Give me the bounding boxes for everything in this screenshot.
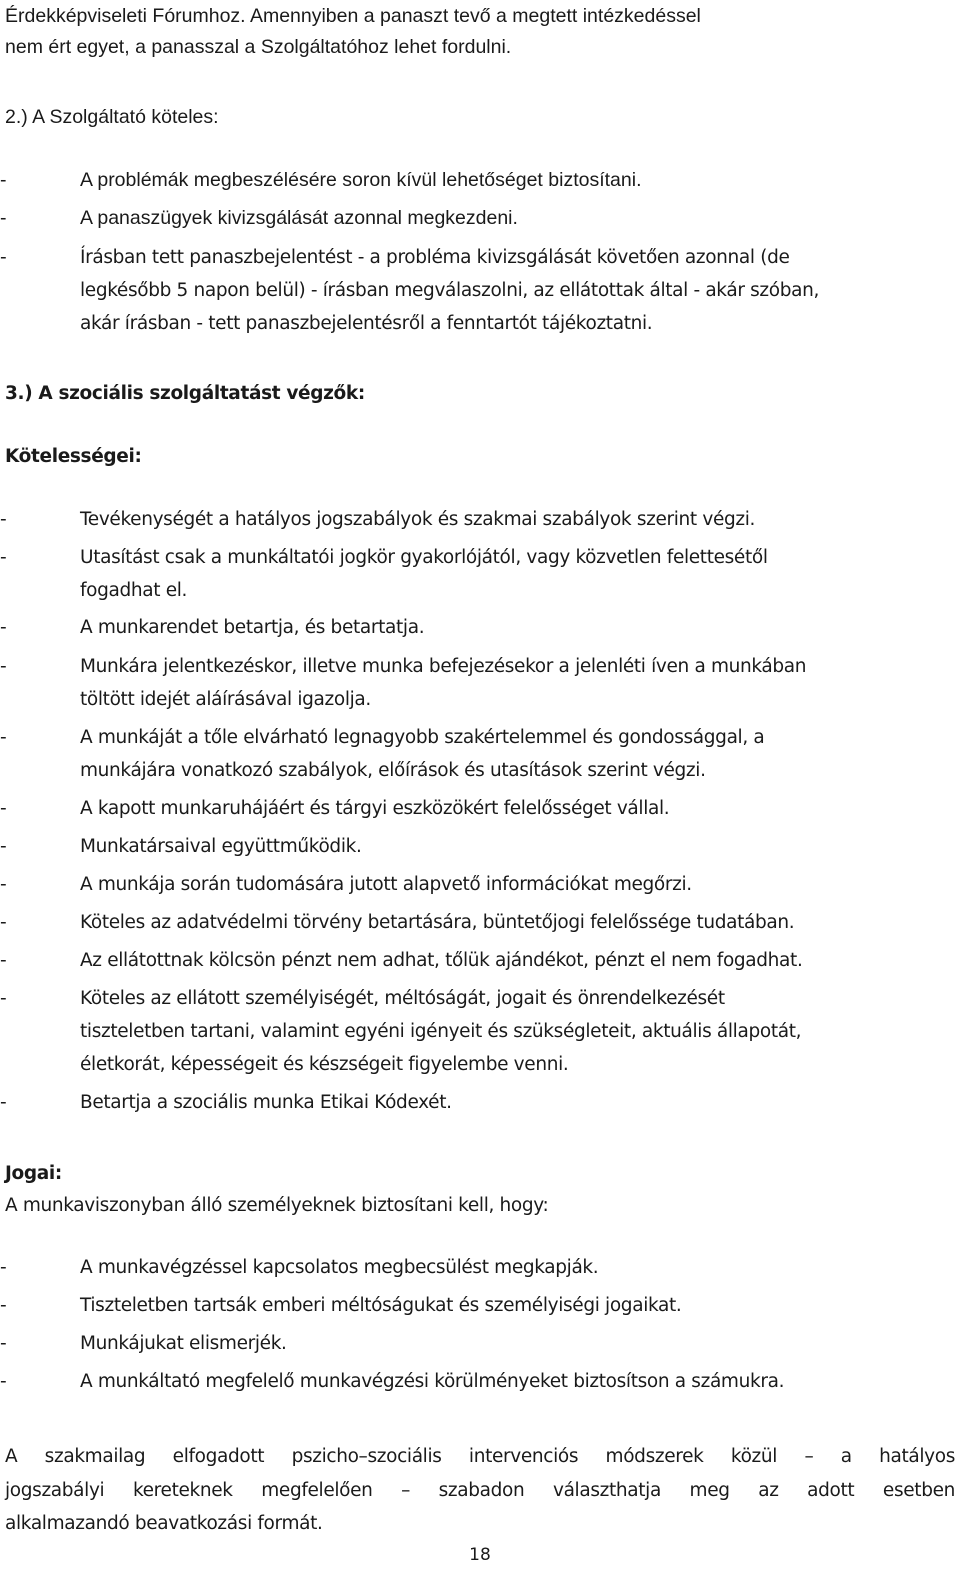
list-item xyxy=(0,164,955,197)
bullet-dash: - xyxy=(0,617,7,638)
list-item-line: fogadhat el. xyxy=(80,580,188,601)
list-item-line: tiszteletben tartani, valamint egyéni igényeit és szükségleteit, aktuális állapotát, xyxy=(80,1021,802,1042)
list-item-line: Köteles az ellátott személyiségét, méltóságát, jogait és önrendelkezését xyxy=(80,988,725,1009)
list-item-line: akár írásban - tett panaszbejelentésről a fenntartót tájékoztatni. xyxy=(80,313,653,334)
list-item xyxy=(0,1365,955,1398)
list-item-line: A munkarendet betartja, és betartatja. xyxy=(80,617,425,638)
list-item xyxy=(0,830,955,863)
list-item-line: Munkájukat elismerjék. xyxy=(80,1333,287,1354)
bullet-dash: - xyxy=(0,988,7,1009)
closing-line-1: A szakmailag elfogadott pszicho–szociális intervenciós módszerek közül – a hatályos xyxy=(5,1446,955,1467)
bullet-dash: - xyxy=(0,247,7,268)
list-item-line: A kapott munkaruhájáért és tárgyi eszközökért felelősséget vállal. xyxy=(80,798,670,819)
list-item-line: Betartja a szociális munka Etikai Kódexét. xyxy=(80,1092,452,1113)
list-item-line: A munkavégzéssel kapcsolatos megbecsülést megkapják. xyxy=(80,1257,599,1278)
list-item xyxy=(0,202,955,235)
bullet-dash: - xyxy=(0,1092,7,1113)
closing-line-2: jogszabályi kereteknek megfelelően – szabadon választhatja meg az adott esetben xyxy=(5,1480,955,1501)
bullet-dash: - xyxy=(0,950,7,971)
bullet-dash: - xyxy=(0,1371,7,1392)
bullet-dash: - xyxy=(0,509,7,530)
bullet-dash: - xyxy=(0,656,7,677)
list-item xyxy=(0,792,955,825)
list-item-line: A munkája során tudomására jutott alapvető információkat megőrzi. xyxy=(80,874,692,895)
list-item-text: A problémák megbeszélésére soron kívül lehetőséget biztosítani. xyxy=(80,169,642,191)
list-item-text: A panaszügyek kivizsgálását azonnal megkezdeni. xyxy=(80,207,518,229)
list-item xyxy=(0,1327,955,1360)
list-item-line: legkésőbb 5 napon belül) - írásban megválaszolni, az ellátottak által - akár szóban, xyxy=(80,280,820,301)
bullet-dash: - xyxy=(0,1257,7,1278)
bullet-dash: - xyxy=(0,169,7,191)
list-item-line: Utasítást csak a munkáltatói jogkör gyakorlójától, vagy közvetlen felettesétől xyxy=(80,547,768,568)
list-item xyxy=(0,944,955,977)
rights-intro: A munkaviszonyban álló személyeknek biztosítani kell, hogy: xyxy=(5,1195,549,1216)
list-item xyxy=(0,1251,955,1284)
list-item-line: töltött idejét aláírásával igazolja. xyxy=(80,689,371,710)
list-item xyxy=(0,611,955,644)
intro-line-1: Érdekképviseleti Fórumhoz. Amennyiben a panaszt tevő a megtett intézkedéssel xyxy=(5,5,701,27)
list-item xyxy=(0,906,955,939)
list-item-line: Az ellátottnak kölcsön pénzt nem adhat, tőlük ajándékot, pénzt el nem fogadhat. xyxy=(80,950,803,971)
list-item xyxy=(0,1086,955,1119)
list-item-line: Munkára jelentkezéskor, illetve munka befejezésekor a jelenléti íven a munkában xyxy=(80,656,807,677)
bullet-dash: - xyxy=(0,836,7,857)
list-item xyxy=(0,982,955,1081)
bullet-dash: - xyxy=(0,207,7,229)
duties-heading: Kötelességei: xyxy=(5,446,142,467)
list-item xyxy=(0,1289,955,1322)
closing-line-3: alkalmazandó beavatkozási formát. xyxy=(5,1513,323,1534)
bullet-dash: - xyxy=(0,1295,7,1316)
list-item-line: Köteles az adatvédelmi törvény betartására, büntetőjogi felelőssége tudatában. xyxy=(80,912,795,933)
list-item-line: Tevékenységét a hatályos jogszabályok és szakmai szabályok szerint végzi. xyxy=(80,509,756,530)
list-item xyxy=(0,650,955,716)
bullet-dash: - xyxy=(0,1333,7,1354)
list-item-line: A munkáltató megfelelő munkavégzési körülményeket biztosítson a számukra. xyxy=(80,1371,785,1392)
intro-line-2: nem ért egyet, a panasszal a Szolgáltatóhoz lehet fordulni. xyxy=(5,36,512,58)
list-item-line: Tiszteletben tartsák emberi méltóságukat és személyiségi jogaikat. xyxy=(80,1295,682,1316)
rights-heading: Jogai: xyxy=(5,1163,62,1184)
list-item-line: életkorát, képességeit és készségeit figyelembe venni. xyxy=(80,1054,569,1075)
bullet-dash: - xyxy=(0,547,7,568)
list-item xyxy=(0,503,955,536)
bullet-dash: - xyxy=(0,912,7,933)
section-3-heading: 3.) A szociális szolgáltatást végzők: xyxy=(5,383,365,404)
list-item-line: Munkatársaival együttműködik. xyxy=(80,836,362,857)
section-2-heading: 2.) A Szolgáltató köteles: xyxy=(5,106,219,128)
list-item-line: munkájára vonatkozó szabályok, előírások és utasítások szerint végzi. xyxy=(80,760,706,781)
list-item xyxy=(0,541,955,607)
list-item xyxy=(0,868,955,901)
bullet-dash: - xyxy=(0,798,7,819)
list-item xyxy=(0,721,955,787)
bullet-dash: - xyxy=(0,727,7,748)
page-number: 18 xyxy=(469,1545,491,1565)
list-item xyxy=(0,241,955,340)
bullet-dash: - xyxy=(0,874,7,895)
list-item-line: A munkáját a tőle elvárható legnagyobb szakértelemmel és gondossággal, a xyxy=(80,727,765,748)
list-item-line: Írásban tett panaszbejelentést - a probléma kivizsgálását követően azonnal (de xyxy=(80,247,790,268)
